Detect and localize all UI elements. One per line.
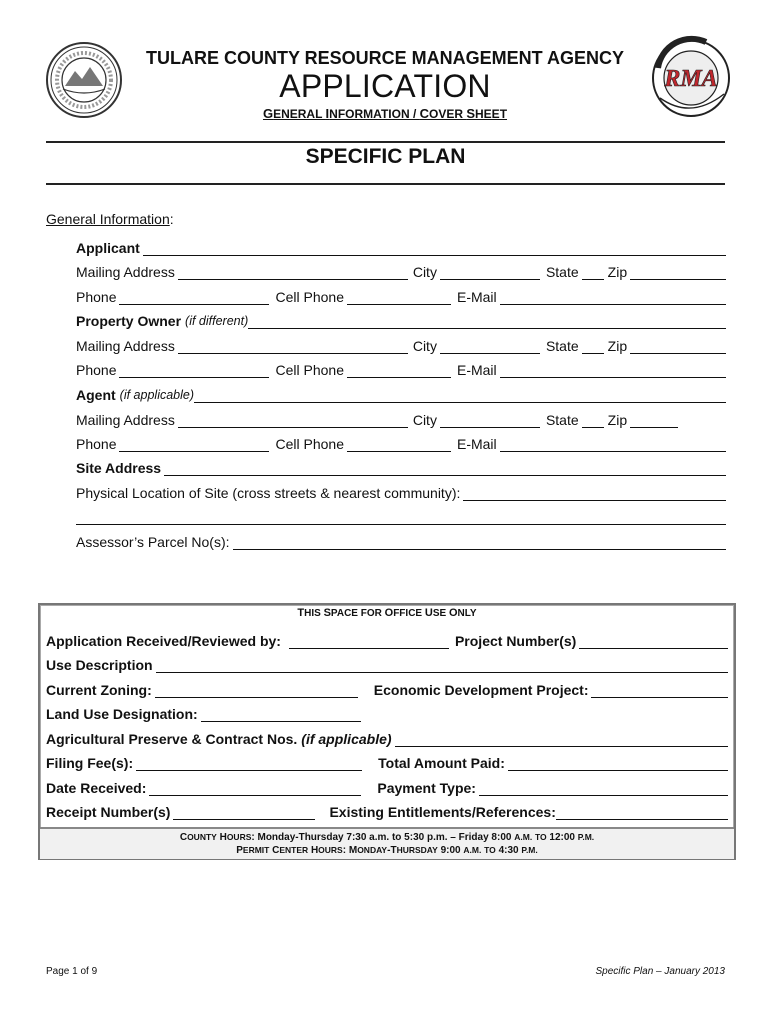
- rma-logo: [644, 28, 738, 122]
- applicant-state-field[interactable]: [582, 265, 604, 280]
- applicant-row: [76, 236, 726, 256]
- receipt-row: [46, 800, 728, 820]
- zip-label: Zip: [607, 264, 628, 280]
- fees-label: Filing Fee(s):: [46, 755, 134, 771]
- site-row: [76, 456, 726, 476]
- agent-cell-field[interactable]: [347, 437, 451, 452]
- email-label: E-Mail: [456, 436, 497, 452]
- landuse-label: Land Use Designation:: [46, 706, 198, 722]
- applicant-phone-field[interactable]: [119, 290, 269, 305]
- city-label: City: [412, 412, 437, 428]
- mailing-label: Mailing Address: [76, 264, 175, 280]
- agency-name: TULARE COUNTY RESOURCE MANAGEMENT AGENCY: [145, 48, 625, 68]
- state-label: State: [545, 264, 579, 280]
- date-label: Date Received:: [46, 780, 147, 796]
- agent-field[interactable]: [194, 388, 726, 403]
- general-info-heading: General Information:: [46, 211, 174, 227]
- applicant-cell-field[interactable]: [347, 290, 451, 305]
- site-label: Site Address: [76, 460, 162, 476]
- received-row: [46, 629, 728, 649]
- paytype-label: Payment Type:: [377, 780, 476, 796]
- entitle-field[interactable]: [556, 805, 728, 820]
- apn-field[interactable]: [233, 535, 726, 550]
- zoning-label: Current Zoning:: [46, 682, 152, 698]
- landuse-field[interactable]: [201, 707, 361, 722]
- applicant-mailing-row: [76, 260, 726, 280]
- owner-mailing-row: [76, 334, 726, 354]
- owner-label: Property Owner: [76, 313, 182, 329]
- page-number: Page 1 of 9: [46, 966, 98, 977]
- receipt-label: Receipt Number(s): [46, 804, 171, 820]
- cell-label: Cell Phone: [275, 436, 344, 452]
- agent-label: Agent: [76, 387, 116, 403]
- applicant-city-field[interactable]: [440, 265, 540, 280]
- zoning-row: [46, 678, 728, 698]
- city-label: City: [412, 338, 437, 354]
- form-title: SPECIFIC PLAN: [305, 145, 466, 168]
- state-label: State: [545, 412, 579, 428]
- owner-city-field[interactable]: [440, 339, 540, 354]
- email-label: E-Mail: [456, 362, 497, 378]
- econ-label: Economic Development Project:: [373, 682, 589, 698]
- use-field[interactable]: [156, 658, 728, 673]
- agent-state-field[interactable]: [582, 413, 604, 428]
- owner-email-field[interactable]: [500, 363, 726, 378]
- owner-phone-row: [76, 358, 726, 378]
- top-rule: [46, 141, 725, 143]
- owner-state-field[interactable]: [582, 339, 604, 354]
- agent-mailing-row: [76, 408, 726, 428]
- bottom-rule: [46, 183, 725, 185]
- total-label: Total Amount Paid:: [378, 755, 505, 771]
- phone-label: Phone: [76, 436, 117, 452]
- paytype-field[interactable]: [479, 781, 728, 796]
- state-label: State: [545, 338, 579, 354]
- document-name: Specific Plan – January 2013: [595, 966, 725, 977]
- location-field[interactable]: [463, 486, 726, 501]
- agri-label: Agricultural Preserve & Contract Nos.: [46, 731, 298, 747]
- owner-note: (if different): [185, 314, 249, 328]
- agent-row: [76, 383, 726, 403]
- site-field[interactable]: [164, 461, 726, 476]
- location-label: Physical Location of Site (cross streets & nearest community):: [76, 485, 461, 501]
- phone-label: Phone: [76, 362, 117, 378]
- received-field[interactable]: [289, 634, 449, 649]
- permit-hours: PERMIT CENTER HOURS: MONDAY-THURSDAY 9:00 A.M. TO 4:30 P.M.: [236, 845, 538, 856]
- receipt-field[interactable]: [173, 805, 315, 820]
- cover-sheet-subtitle: GENERAL INFORMATION / COVER SHEET: [262, 106, 508, 121]
- owner-row: [76, 309, 726, 329]
- zip-label: Zip: [607, 338, 628, 354]
- email-label: E-Mail: [456, 289, 497, 305]
- agri-row: [46, 727, 728, 747]
- use-row: [46, 653, 728, 673]
- agri-note: (if applicable): [301, 731, 392, 747]
- fees-row: [46, 751, 728, 771]
- office-use-box: [38, 603, 736, 860]
- total-field[interactable]: [508, 756, 728, 771]
- project-label: Project Number(s): [454, 633, 577, 649]
- mailing-label: Mailing Address: [76, 338, 175, 354]
- received-label: Application Received/Reviewed by:: [46, 633, 281, 649]
- apn-label: Assessor’s Parcel No(s):: [76, 534, 230, 550]
- svg-text:RMA: RMA: [664, 66, 718, 92]
- agent-mailing-field[interactable]: [178, 413, 408, 428]
- agri-field[interactable]: [395, 732, 728, 747]
- apn-row: [76, 530, 726, 550]
- cell-label: Cell Phone: [275, 289, 344, 305]
- agent-phone-field[interactable]: [119, 437, 269, 452]
- agent-zip-field[interactable]: [630, 413, 678, 428]
- date-field[interactable]: [149, 781, 361, 796]
- county-hours: COUNTY HOURS: Monday-Thursday 7:30 a.m. to 5:30 p.m. – Friday 8:00 A.M. TO 12:00 P.M.: [179, 832, 595, 843]
- office-use-header: THIS SPACE FOR OFFICE USE ONLY: [297, 607, 477, 619]
- county-seal-logo: [45, 41, 123, 119]
- agent-city-field[interactable]: [440, 413, 540, 428]
- date-row: [46, 776, 728, 796]
- owner-cell-field[interactable]: [347, 363, 451, 378]
- applicant-zip-field[interactable]: [630, 265, 726, 280]
- hours-footer: [40, 827, 734, 859]
- applicant-mailing-field[interactable]: [178, 265, 408, 280]
- entitle-label: Existing Entitlements/References:: [329, 804, 556, 820]
- zoning-field[interactable]: [155, 683, 358, 698]
- landuse-row: [46, 702, 728, 722]
- agent-phone-row: [76, 432, 726, 452]
- agent-note: (if applicable): [119, 388, 195, 402]
- owner-zip-field[interactable]: [630, 339, 726, 354]
- phone-label: Phone: [76, 289, 117, 305]
- fees-field[interactable]: [136, 756, 362, 771]
- location-row-2: [76, 505, 726, 525]
- location-row: [76, 481, 726, 501]
- applicant-email-field[interactable]: [500, 290, 726, 305]
- cell-label: Cell Phone: [275, 362, 344, 378]
- applicant-label: Applicant: [76, 240, 140, 256]
- zip-label: Zip: [607, 412, 628, 428]
- econ-field[interactable]: [591, 683, 728, 698]
- owner-field[interactable]: [248, 314, 726, 329]
- agent-email-field[interactable]: [500, 437, 726, 452]
- owner-mailing-field[interactable]: [178, 339, 408, 354]
- use-label: Use Description: [46, 657, 153, 673]
- mailing-label: Mailing Address: [76, 412, 175, 428]
- applicant-field[interactable]: [143, 241, 726, 256]
- project-field[interactable]: [579, 634, 728, 649]
- applicant-phone-row: [76, 285, 726, 305]
- owner-phone-field[interactable]: [119, 363, 269, 378]
- application-title: APPLICATION: [279, 68, 491, 104]
- city-label: City: [412, 264, 437, 280]
- location-field-2[interactable]: [76, 510, 726, 525]
